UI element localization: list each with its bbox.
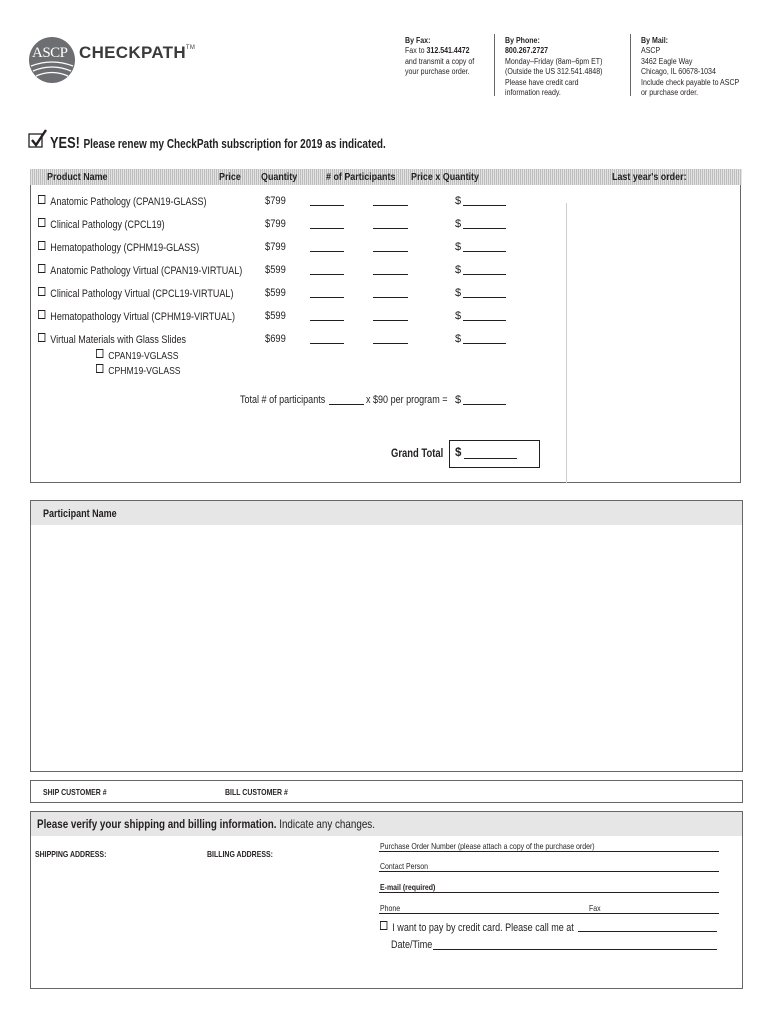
total-participants-amount-blank[interactable] [463,404,506,405]
price-x-qty-dollar: $ [455,195,462,207]
product-row-label[interactable] [38,264,242,277]
product-name: Hematopathology (CPHM19-GLASS) [50,242,200,254]
phone-line4: Please have credit card [505,77,579,87]
product-name: Virtual Materials with Glass Slides [50,334,186,346]
contact-fax [405,36,474,78]
mail-title: By Mail: [641,36,668,45]
datetime-field[interactable] [433,949,717,950]
po-number-field[interactable] [379,851,719,852]
verify-heading [37,817,375,831]
product-price: $799 [265,241,286,253]
product-name: Clinical Pathology Virtual (CPCL19-VIRTUAL) [50,288,234,300]
product-row-label[interactable] [38,218,165,231]
mail-line3: Chicago, IL 60678-1034 [641,67,716,77]
yes-text: YES! [50,135,80,152]
fax-line1 [405,46,474,56]
product-row-label[interactable] [38,287,233,300]
renew-text: Please renew my CheckPath subscription for 2019 as indicated. [83,137,386,151]
price-x-qty-blank[interactable] [463,228,506,229]
contact-person-field[interactable] [379,871,719,872]
participant-box [30,500,743,772]
phone-title: By Phone: [505,36,540,45]
quantity-blank[interactable] [310,251,344,252]
product-row-label[interactable] [38,333,186,346]
header-price: Price [219,171,241,183]
logo-tm: TM [185,45,196,51]
header-quantity: Quantity [261,171,298,183]
mail-line2: 3462 Eagle Way [641,56,693,66]
quantity-blank[interactable] [310,228,344,229]
phone-fax-field[interactable] [379,913,719,914]
participants-blank[interactable] [373,274,408,275]
customer-number-box [30,780,743,803]
credit-card-checkbox[interactable] [380,921,387,930]
datetime-label: Date/Time [391,939,433,951]
quantity-blank[interactable] [310,205,344,206]
shipping-address-label: SHIPPING ADDRESS: [35,849,107,859]
contact-phone [505,36,602,98]
sub-option-checkbox[interactable] [96,364,103,373]
logo-ascp-text: ASCP [32,45,68,61]
participants-blank[interactable] [373,205,408,206]
contact-divider-2 [630,34,631,96]
product-name: Clinical Pathology (CPCL19) [50,219,165,231]
verify-heading-bold: Please verify your shipping and billing information. [37,817,277,831]
billing-address-label: BILLING ADDRESS: [207,849,273,859]
participant-header-band [31,501,742,525]
product-name: Anatomic Pathology (CPAN19-GLASS) [50,196,207,208]
product-checkbox[interactable] [38,333,45,342]
fax-label: Fax [589,903,601,913]
product-price: $799 [265,195,286,207]
product-name: Hematopathology Virtual (CPHM19-VIRTUAL) [50,311,235,323]
price-x-qty-blank[interactable] [463,274,506,275]
grand-total-label: Grand Total [391,448,444,460]
participant-name-label: Participant Name [43,508,117,520]
quantity-blank[interactable] [310,274,344,275]
header-participants: # of Participants [326,171,396,183]
fax-title: By Fax: [405,36,431,45]
logo-product-name: CHECKPATH [79,43,186,62]
price-x-qty-blank[interactable] [463,251,506,252]
contact-person-label: Contact Person [380,861,429,871]
participants-blank[interactable] [373,251,408,252]
participants-blank[interactable] [373,320,408,321]
product-row-label[interactable] [38,241,199,254]
last-year-divider [566,203,567,483]
product-price: $599 [265,264,286,276]
participants-blank[interactable] [373,297,408,298]
credit-card-option[interactable] [380,921,574,934]
fax-line3: your purchase order. [405,67,470,77]
contact-divider-1 [494,34,495,96]
checkmark-icon [28,129,48,149]
logo-checkpath-text [79,43,195,63]
ascp-logo [28,36,76,84]
mail-line4: Include check payable to ASCP [641,77,740,87]
product-row-label[interactable] [38,310,235,323]
total-participants-dollar: $ [455,394,462,406]
sub-option-label: CPHM19-VGLASS [108,365,181,377]
product-name: Anatomic Pathology Virtual (CPAN19-VIRTUAL) [50,265,243,277]
verify-heading-rest: Indicate any changes. [279,817,375,831]
grand-total-dollar: $ [455,447,462,459]
grand-total-box[interactable] [449,440,540,468]
fax-number: 312.541.4472 [426,46,470,56]
phone-number: 800.267.2727 [505,46,549,56]
contact-mail [641,36,739,98]
product-price: $599 [265,310,286,322]
renew-heading [50,135,386,153]
product-table [30,169,741,483]
phone-line5: information ready. [505,88,561,98]
sub-option-cphm[interactable] [96,364,181,377]
ship-customer-label: SHIP CUSTOMER # [43,787,107,797]
phone-line3: (Outside the US 312.541.4848) [505,67,603,77]
product-checkbox[interactable] [38,264,45,273]
product-checkbox[interactable] [38,241,45,250]
product-checkbox[interactable] [38,287,45,296]
total-participants-blank[interactable] [329,404,364,405]
phone-label: Phone [380,903,401,913]
quantity-blank[interactable] [310,343,344,344]
mail-line5: or purchase order. [641,88,699,98]
verify-box [30,811,743,989]
product-row-label[interactable] [38,195,207,208]
header-product: Product Name [47,171,108,183]
bill-customer-label: BILL CUSTOMER # [225,787,288,797]
total-participants-prefix: Total # of participants [240,394,326,406]
sub-option-label: CPAN19-VGLASS [108,350,179,362]
fax-line2: and transmit a copy of [405,56,475,66]
product-checkbox[interactable] [38,310,45,319]
product-checkbox[interactable] [38,218,45,227]
quantity-blank[interactable] [310,320,344,321]
credit-card-phone-field[interactable] [578,931,717,932]
grand-total-blank [464,458,517,459]
email-label: E-mail (required) [380,882,436,892]
price-x-qty-blank[interactable] [463,343,506,344]
po-number-label: Purchase Order Number (please attach a copy of the purchase order) [380,841,595,851]
quantity-blank[interactable] [310,297,344,298]
price-x-qty-blank[interactable] [463,320,506,321]
product-checkbox[interactable] [38,195,45,204]
price-x-qty-dollar: $ [455,218,462,230]
fax-line1-prefix: Fax to [405,46,427,56]
per-program-text: x $90 per program = [366,394,448,406]
phone-line2: Monday–Friday (8am–6pm ET) [505,56,603,66]
price-x-qty-blank[interactable] [463,297,506,298]
header-price-x-qty: Price x Quantity [411,171,479,183]
price-x-qty-dollar: $ [455,310,462,322]
product-price: $699 [265,333,286,345]
product-price: $799 [265,218,286,230]
email-field[interactable] [379,892,719,893]
price-x-qty-blank[interactable] [463,205,506,206]
participants-blank[interactable] [373,343,408,344]
participants-blank[interactable] [373,228,408,229]
price-x-qty-dollar: $ [455,333,462,345]
sub-option-cpan[interactable] [96,349,178,362]
credit-card-text: I want to pay by credit card. Please call me at [392,922,574,934]
price-x-qty-dollar: $ [455,264,462,276]
mail-line1: ASCP [641,46,661,56]
sub-option-checkbox[interactable] [96,349,103,358]
price-x-qty-dollar: $ [455,287,462,299]
total-participants-line [240,394,325,406]
header-last-year: Last year's order: [612,171,687,183]
product-price: $599 [265,287,286,299]
price-x-qty-dollar: $ [455,241,462,253]
